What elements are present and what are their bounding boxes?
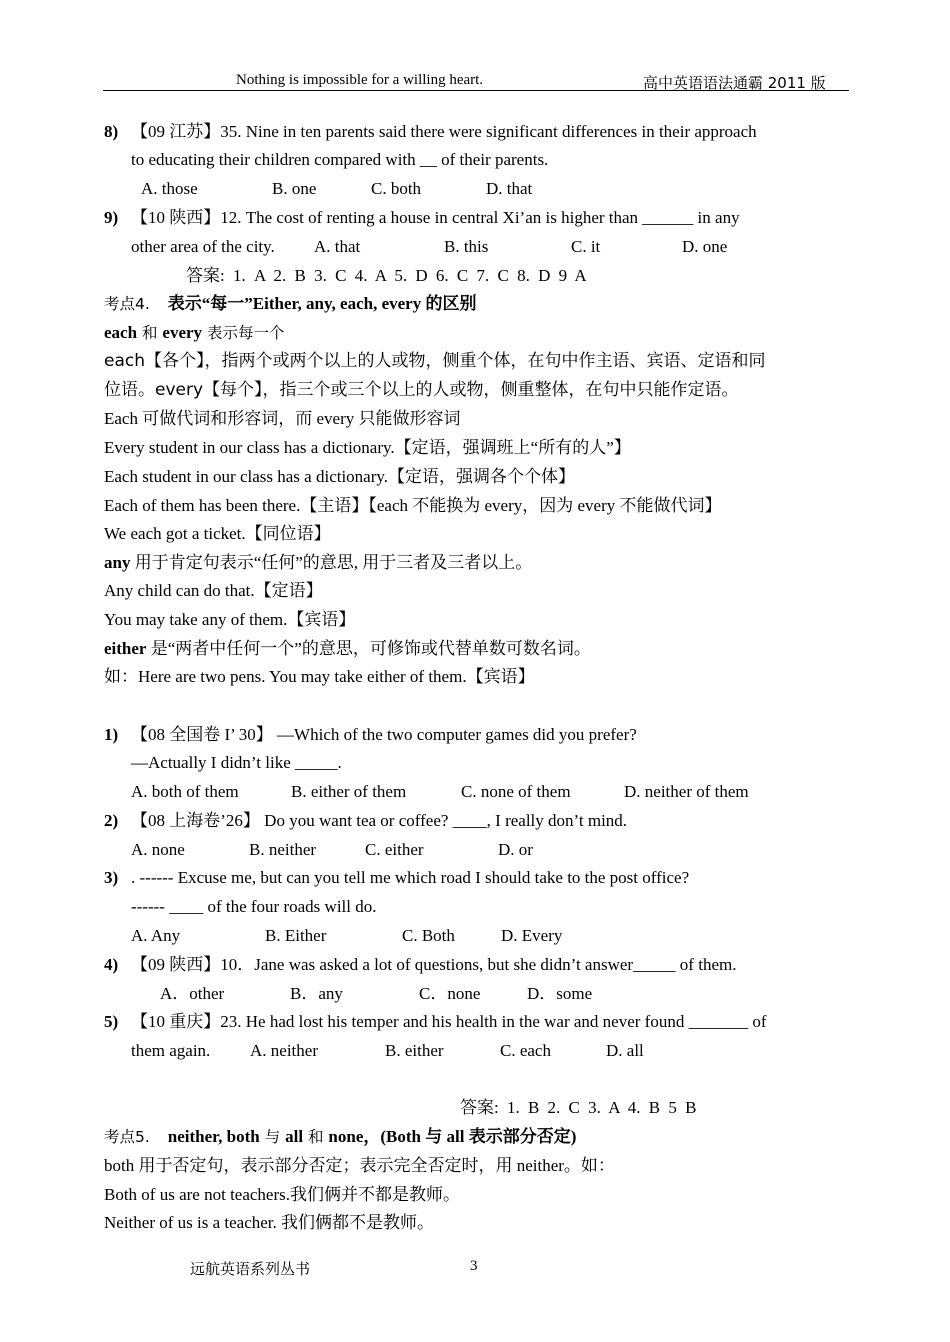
question-text: 【10 陕西】12. The cost of renting a house in central Xi’an is higher than ______ in any — [131, 208, 740, 227]
option-a: A. both of them — [131, 782, 239, 801]
term-any: any — [104, 553, 131, 572]
heading-note: ，(Both 与 all 表示部分否定) — [363, 1127, 577, 1146]
option-b: B. either of them — [291, 782, 407, 801]
heading-text: 表示“每一”Either, any, each, every 的区别 — [167, 294, 477, 313]
explanation-line: 位语。every【每个】，指三个或三个以上的人或物，侧重整体，在句中只能作定语。 — [104, 380, 739, 400]
each-every-subheading — [104, 322, 284, 344]
example-sentence: You may take any of them.【宾语】 — [104, 610, 356, 629]
option-a: A. that — [314, 237, 361, 256]
page-number: 3 — [470, 1258, 478, 1274]
example-sentence: Each student in our class has a dictionary.【定语，强调各个个体】 — [104, 467, 576, 486]
example-sentence: We each got a ticket.【同位语】 — [104, 524, 331, 543]
option-a: A. none — [131, 840, 185, 859]
question-number: 9) — [104, 208, 119, 227]
heading-terms: neither, both — [167, 1127, 260, 1146]
example-sentence: Any child can do that.【定语】 — [104, 581, 323, 600]
option-c: C. none of them — [461, 782, 571, 801]
option-a: A．other — [160, 984, 225, 1003]
section-heading-point4 — [104, 293, 476, 315]
question-text: 【10 重庆】23. He had lost his temper and his health in the war and never found _______ of — [131, 1012, 767, 1031]
option-a: A. Any — [131, 926, 181, 945]
option-a: A. neither — [250, 1041, 318, 1060]
question-number: 5) — [104, 1012, 119, 1031]
answer-key-1: 答案: 1. A 2. B 3. C 4. A 5. D 6. C 7. C 8. D 9 A — [186, 266, 587, 285]
connector: 和 — [137, 324, 163, 342]
question-text: other area of the city. — [131, 237, 275, 256]
example-sentence: Every student in our class has a dictionary.【定语，强调班上“所有的人”】 — [104, 438, 631, 457]
section-heading-point5 — [104, 1126, 576, 1148]
question-number: 3) — [104, 868, 119, 887]
subheading-text: 表示每一个 — [202, 324, 285, 342]
option-b: B. Either — [265, 926, 327, 945]
connector: 和 — [303, 1128, 329, 1146]
option-d: D．some — [527, 984, 593, 1003]
option-b: B. neither — [249, 840, 317, 859]
question-number: 1) — [104, 725, 119, 744]
question-text: 【09 陕西】10．Jane was asked a lot of questions, but she didn’t answer_____ of them. — [131, 955, 737, 974]
question-text: . ------ Excuse me, but can you tell me which road I should take to the post office? — [131, 868, 690, 887]
explanation-line: both 用于否定句，表示部分否定；表示完全否定时，用 neither。如： — [104, 1156, 615, 1175]
example-sentence: Neither of us is a teacher. 我们俩都不是教师。 — [104, 1213, 435, 1232]
question-text: 【08 全国卷 I’ 30】 —Which of the two computer games did you prefer? — [131, 725, 637, 744]
any-explanation — [104, 552, 532, 574]
option-d: D. all — [606, 1041, 644, 1060]
explanation-line: each【各个】，指两个或两个以上的人或物，侧重个体，在句中作主语、宾语、定语和同 — [104, 351, 766, 371]
explanation-text: 用于肯定句表示“任何”的意思, 用于三者及三者以上。 — [130, 553, 533, 572]
question-text: them again. — [131, 1041, 211, 1060]
option-b: B. this — [444, 237, 489, 256]
term-none: none — [328, 1127, 364, 1146]
heading-prefix: 考点4. — [104, 295, 150, 313]
option-d: D. one — [682, 237, 728, 256]
example-sentence: Both of us are not teachers.我们俩并不都是教师。 — [104, 1185, 460, 1204]
question-text: to educating their children compared with __ of their parents. — [131, 150, 549, 169]
option-c: C. either — [365, 840, 424, 859]
answer-key-2: 答案: 1. B 2. C 3. A 4. B 5 B — [460, 1098, 697, 1117]
option-b: B. one — [272, 179, 317, 198]
term-either: either — [104, 639, 147, 658]
question-text: 【08 上海卷’26】 Do you want tea or coffee? ____, I really don’t mind. — [131, 811, 628, 830]
example-sentence: Each of them has been there.【主语】【each 不能换为 every，因为 every 不能做代词】 — [104, 496, 722, 515]
header-motto: Nothing is impossible for a willing heart. — [236, 72, 484, 88]
option-d: D. or — [498, 840, 533, 859]
question-number: 4) — [104, 955, 119, 974]
option-b: B．any — [290, 984, 343, 1003]
header-book-title: 高中英语语法通霸 2011 版 — [643, 74, 826, 92]
example-sentence: 如：Here are two pens. You may take either of them.【宾语】 — [104, 667, 535, 686]
option-c: C. both — [371, 179, 422, 198]
option-d: D. neither of them — [624, 782, 749, 801]
question-number: 2) — [104, 811, 119, 830]
question-text: ------ ____ of the four roads will do. — [131, 897, 377, 916]
footer-series: 远航英语系列丛书 — [190, 1260, 311, 1278]
term-every: every — [162, 323, 203, 342]
option-c: C. it — [571, 237, 601, 256]
explanation-line: Each 可做代词和形容词，而 every 只能做形容词 — [104, 409, 461, 428]
option-c: C．none — [419, 984, 481, 1003]
option-a: A. those — [141, 179, 198, 198]
option-c: C. each — [500, 1041, 551, 1060]
question-text: 【09 江苏】35. Nine in ten parents said there were significant differences in their approach — [131, 122, 757, 141]
connector: 与 — [259, 1128, 286, 1146]
option-d: D. Every — [501, 926, 563, 945]
header-rule — [103, 90, 849, 91]
heading-prefix: 考点5. — [104, 1128, 150, 1146]
question-text: —Actually I didn’t like _____. — [131, 753, 342, 772]
option-d: D. that — [486, 179, 533, 198]
option-b: B. either — [385, 1041, 444, 1060]
option-c: C. Both — [402, 926, 455, 945]
explanation-text: 是“两者中任何一个”的意思，可修饰或代替单数可数名词。 — [146, 639, 591, 658]
either-explanation — [104, 638, 591, 660]
term-each: each — [104, 323, 138, 342]
question-number: 8) — [104, 122, 119, 141]
term-all: all — [285, 1127, 304, 1146]
